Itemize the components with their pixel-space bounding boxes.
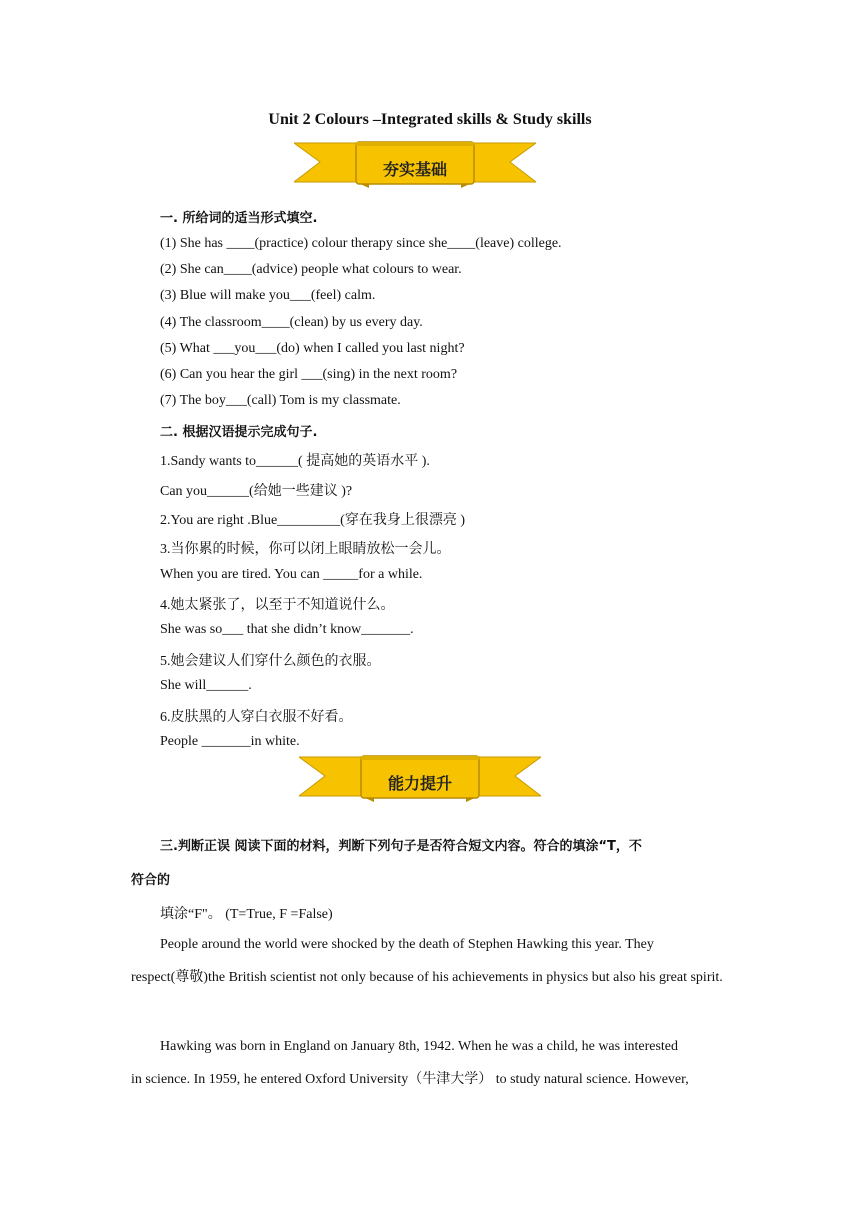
list-item: Can you______(给她一些建议 )? — [160, 484, 353, 499]
section-heading: 一. 所给词的适当形式填空. — [160, 211, 318, 226]
section-banner-advanced — [299, 752, 541, 804]
list-item: She was so___ that she didn’t know_______. — [160, 622, 414, 637]
list-item: (3) Blue will make you___(feel) calm. — [160, 288, 376, 303]
paragraph-first-line: Hawking was born in England on January 8th, 1942. When he was a child, he was interested — [160, 1039, 679, 1054]
paragraph-continuation: respect(尊敬)the British scientist not only because of his achievements in physics but also his great spirit. — [131, 970, 723, 985]
list-item: (6) Can you hear the girl ___(sing) in the next room? — [160, 367, 458, 382]
section-heading: 二. 根据汉语提示完成句子. — [160, 425, 318, 440]
list-item: She will______. — [160, 678, 252, 693]
list-item: 3.当你累的时候，你可以闭上眼睛放松一会儿。 — [160, 542, 451, 557]
list-item: (7) The boy___(call) Tom is my classmate. — [160, 393, 401, 408]
instruction-text: 填涂“F"。 (T=True, F =False) — [160, 907, 333, 922]
list-item: 2.You are right .Blue_________(穿在我身上很漂亮 ) — [160, 513, 466, 528]
list-item: 5.她会建议人们穿什么颜色的衣服。 — [160, 654, 381, 669]
list-item: People _______in white. — [160, 734, 300, 749]
list-item: 4.她太紧张了，以至于不知道说什么。 — [160, 598, 395, 613]
paragraph-first-line: People around the world were shocked by the death of Stephen Hawking this year. They — [160, 937, 654, 952]
banner-label: 夯实基础 — [382, 160, 447, 179]
banner-label: 能力提升 — [387, 774, 452, 793]
list-item: When you are tired. You can _____for a while. — [160, 567, 423, 582]
page-title: Unit 2 Colours –Integrated skills & Study skills — [268, 111, 592, 128]
paragraph-continuation: in science. In 1959, he entered Oxford University（牛津大学） to study natural science. However, — [131, 1072, 689, 1087]
section-heading-continued: 符合的 — [131, 873, 171, 888]
list-item: (2) She can____(advice) people what colours to wear. — [160, 262, 462, 277]
section-heading: 三.判断正误 阅读下面的材料，判断下列句子是否符合短文内容。符合的填涂“T，不 — [160, 839, 642, 854]
section-banner-basics — [294, 138, 536, 190]
list-item: 6.皮肤黑的人穿白衣服不好看。 — [160, 710, 353, 725]
list-item: 1.Sandy wants to______( 提高她的英语水平 ). — [160, 454, 430, 469]
list-item: (1) She has ____(practice) colour therapy since she____(leave) college. — [160, 236, 562, 251]
list-item: (4) The classroom____(clean) by us every day. — [160, 315, 423, 330]
list-item: (5) What ___you___(do) when I called you last night? — [160, 341, 465, 356]
